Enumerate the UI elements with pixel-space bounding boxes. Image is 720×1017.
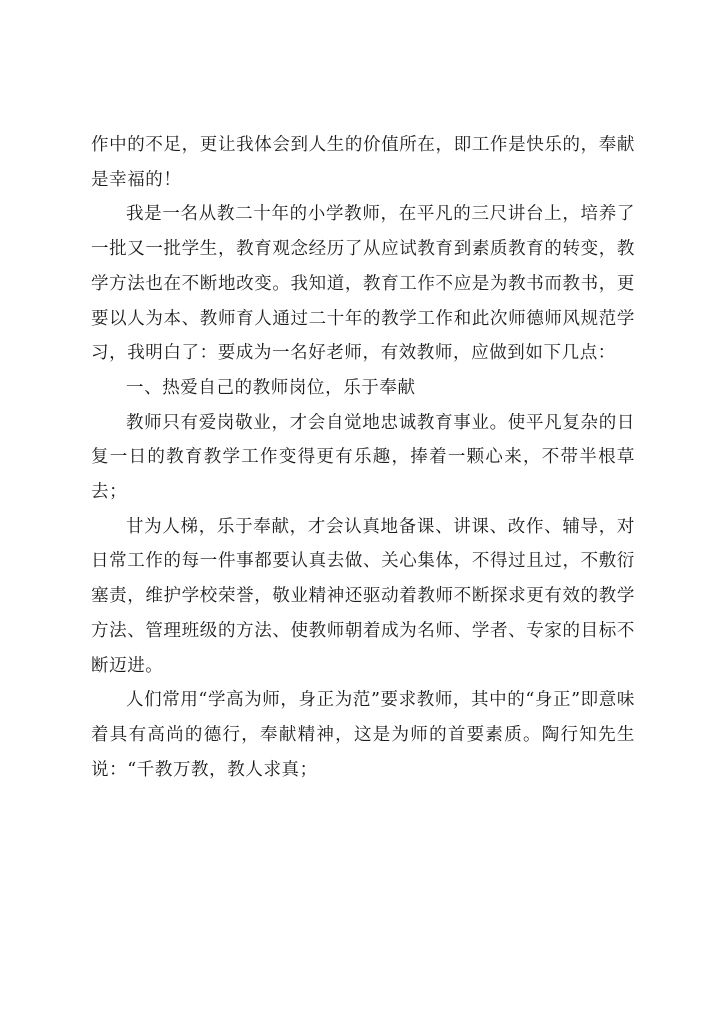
- paragraph-continuation: 作中的不足，更让我体会到人生的价值所在，即工作是快乐的，奉献是幸福的！: [91, 135, 635, 190]
- paragraph-devotion: 甘为人梯，乐于奉献，才会认真地备课、讲课、改作、辅导，对日常工作的每一件事都要认真去做、关心集体，不得过且过，不敷衍塞责，维护学校荣誉，敬业精神还驱动着教师不断探求更有效的教学方法、管理班级的方法、使教师朝着成为名师、学者、专家的目标不断迈进。: [91, 516, 635, 676]
- section-heading: 一、热爱自己的教师岗位，乐于奉献: [126, 377, 416, 398]
- paragraph-intro: 我是一名从教二十年的小学教师，在平凡的三尺讲台上，培养了一批又一批学生，教育观念经历了从应试教育到素质教育的转变，教学方法也在不断地改变。我知道，教育工作不应是为教书而教书，更要以人为本、教师育人通过二十年的教学工作和此次师德师风规范学习，我明白了：要成为一名好老师，有效教师，应做到如下几点：: [91, 204, 635, 364]
- document-body: [91, 128, 635, 787]
- paragraph-virtue: 人们常用“学高为师，身正为范”要求教师，其中的“身正”即意味着具有高尚的德行，奉献精神，这是为师的首要素质。陶行知先生说：“千教万教，教人求真；: [91, 690, 635, 780]
- paragraph-dedication: 教师只有爱岗敬业，才会自觉地忠诚教育事业。使平凡复杂的日复一日的教育教学工作变得更有乐趣，捧着一颗心来，不带半根草去；: [91, 412, 635, 503]
